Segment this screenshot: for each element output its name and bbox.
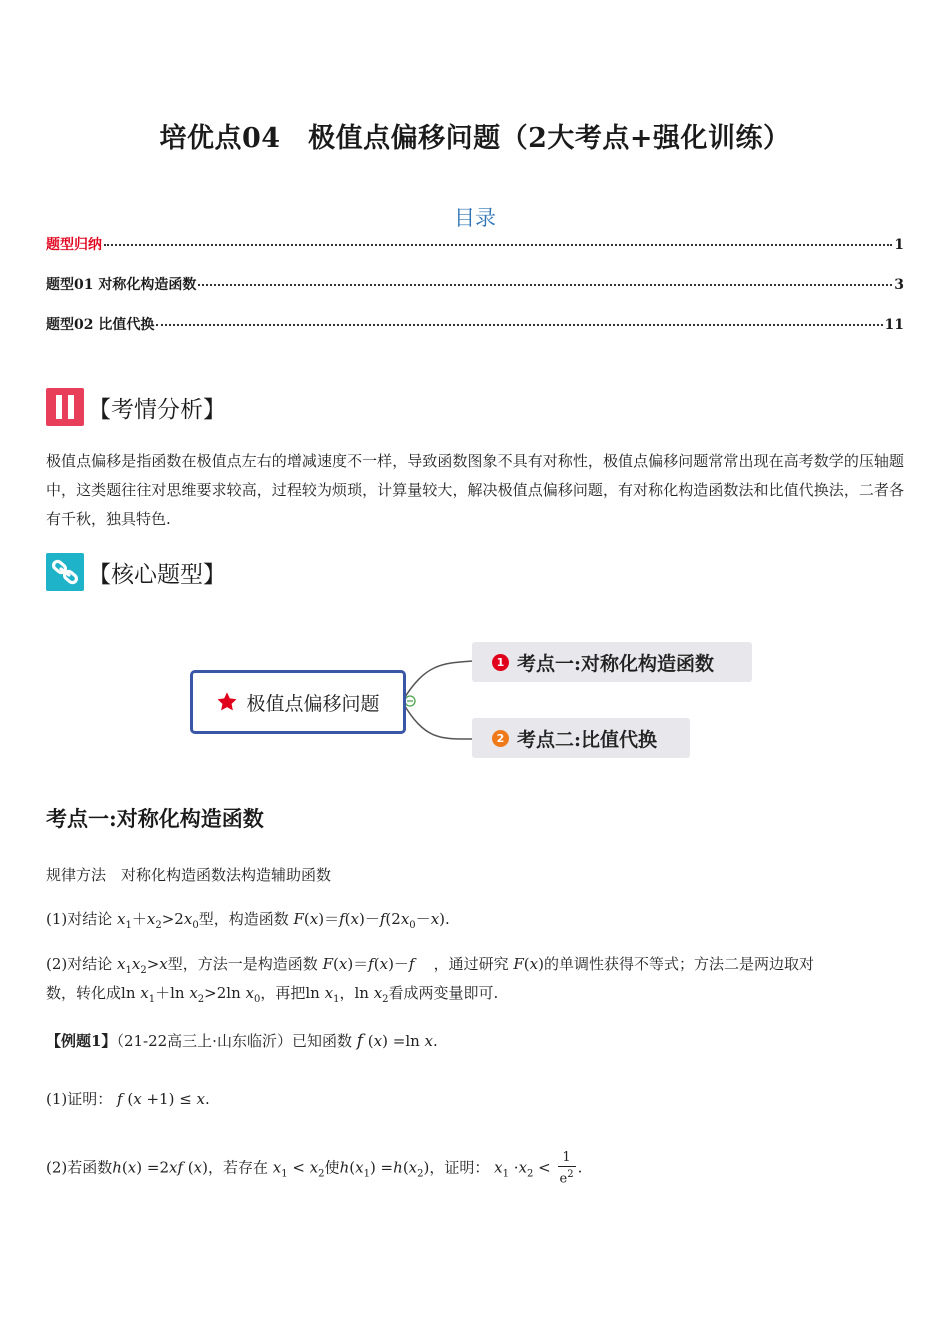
question-1: (1)证明： f (x +1) ≤ x. xyxy=(46,1090,210,1108)
mindmap-center-node[interactable] xyxy=(190,670,406,734)
question-text: (1)证明： xyxy=(46,1090,113,1108)
toc-item-label: 题型归纳 xyxy=(46,237,102,253)
kaodian1-heading: 考点一:对称化构造函数 xyxy=(46,806,264,831)
page-title: 培优点04 极值点偏移问题（2大考点+强化训练） xyxy=(159,123,791,154)
mindmap-node-1[interactable] xyxy=(472,642,752,682)
toc-item[interactable] xyxy=(46,274,904,294)
rule-text: 看成两变量即可. xyxy=(388,984,499,1002)
example-source: （21-22高三上·山东临沂）已知函数 xyxy=(116,1032,352,1050)
toc-item[interactable] xyxy=(46,234,904,254)
toc-item-page: 3 xyxy=(894,277,904,293)
mindmap-node-label: 考点二:比值代换 xyxy=(517,728,658,751)
link-icon xyxy=(46,553,84,591)
toc-item-page: 11 xyxy=(884,317,904,333)
example-label: 【例题1】 xyxy=(46,1032,117,1050)
toc-item[interactable] xyxy=(46,314,904,334)
mindmap-node-label: 考点一:对称化构造函数 xyxy=(517,652,715,675)
section-core-header xyxy=(46,553,226,591)
star-icon xyxy=(216,691,238,713)
rule-text: 型，构造函数 xyxy=(198,910,289,928)
rule-line-2b: 数，转化成$\ln x_1+\ln$ $x_2>2\ln$ $x_0$，再把$\ln x_1$，$\ln x_2$看成两变量即可. xyxy=(46,984,499,1005)
toc-leader xyxy=(198,284,892,286)
pause-block-icon xyxy=(46,388,84,426)
question-text: 使 xyxy=(324,1158,340,1177)
rule-line-2: (2)对结论 $x_1x_2>x$型，方法一是构造函数 F(x)＝f(x)－f ，通过研究 F(x)的单调性获得不等式；方法二是两边取对 xyxy=(46,955,814,976)
toc-heading: 目录 xyxy=(454,206,496,230)
rule-text: (2)对结论 xyxy=(46,955,113,973)
number-badge: 1 xyxy=(492,654,509,671)
question-text: (2)若函数 xyxy=(46,1158,113,1177)
method-line: 规律方法 对称化构造函数法构造辅助函数 xyxy=(46,866,332,884)
toc-leader xyxy=(156,324,882,326)
section-analysis-header xyxy=(46,388,226,426)
toc-item-page: 1 xyxy=(894,237,904,253)
rule-text: ，通过研究 xyxy=(433,955,509,973)
mindmap-center-label: 极值点偏移问题 xyxy=(246,692,380,715)
rule-text: 数，转化成 xyxy=(46,984,122,1002)
analysis-paragraph: 极值点偏移是指函数在极值点左右的增减速度不一样，导致函数图象不具有对称性，极值点偏移问题常常出现在高考数学的压轴题中，这类题往往对思维要求较高，过程较为烦琐，计算量较大，解决极值点偏移问题，有对称化构造函数法和比值代换法，二者各有千秋，独具特色. xyxy=(46,452,904,528)
rule-text: 型，方法一是构造函数 xyxy=(167,955,318,973)
toc-leader xyxy=(104,244,892,246)
rule-line-1: (1)对结论 $x_1+x_2>2x_0$型，构造函数 $F(x)=f(x)-f(2x_0-x)$. xyxy=(46,910,450,931)
rule-text: (1)对结论 xyxy=(46,910,113,928)
section-title: 【考情分析】 xyxy=(88,396,226,423)
question-text: ，证明： xyxy=(429,1158,490,1177)
mindmap-node-2[interactable] xyxy=(472,718,690,758)
toc-item-label: 题型01 对称化构造函数 xyxy=(46,277,197,293)
example-line: 【例题1】（21-22高三上·山东临沂）已知函数 f (x) =ln x. xyxy=(46,1031,438,1051)
rule-text: ，再把 xyxy=(260,984,306,1002)
rule-text: 的单调性获得不等式；方法二是两边取对 xyxy=(543,955,814,973)
section-title: 【核心题型】 xyxy=(88,561,226,588)
number-badge: 2 xyxy=(492,730,509,747)
fraction: $\frac{1}{e^2}$ xyxy=(559,1150,574,1187)
question-2: (2)若函数h(x) =2xf (x)，若存在 $x_1 < x_2$使$h(x_1) =h(x_2)$，证明： $x_1 \cdot x_2$ < $\frac{1}{e^2}$ . xyxy=(46,1150,583,1187)
question-text: ，若存在 xyxy=(207,1158,268,1177)
toc-item-label: 题型02 比值代换 xyxy=(46,317,155,333)
